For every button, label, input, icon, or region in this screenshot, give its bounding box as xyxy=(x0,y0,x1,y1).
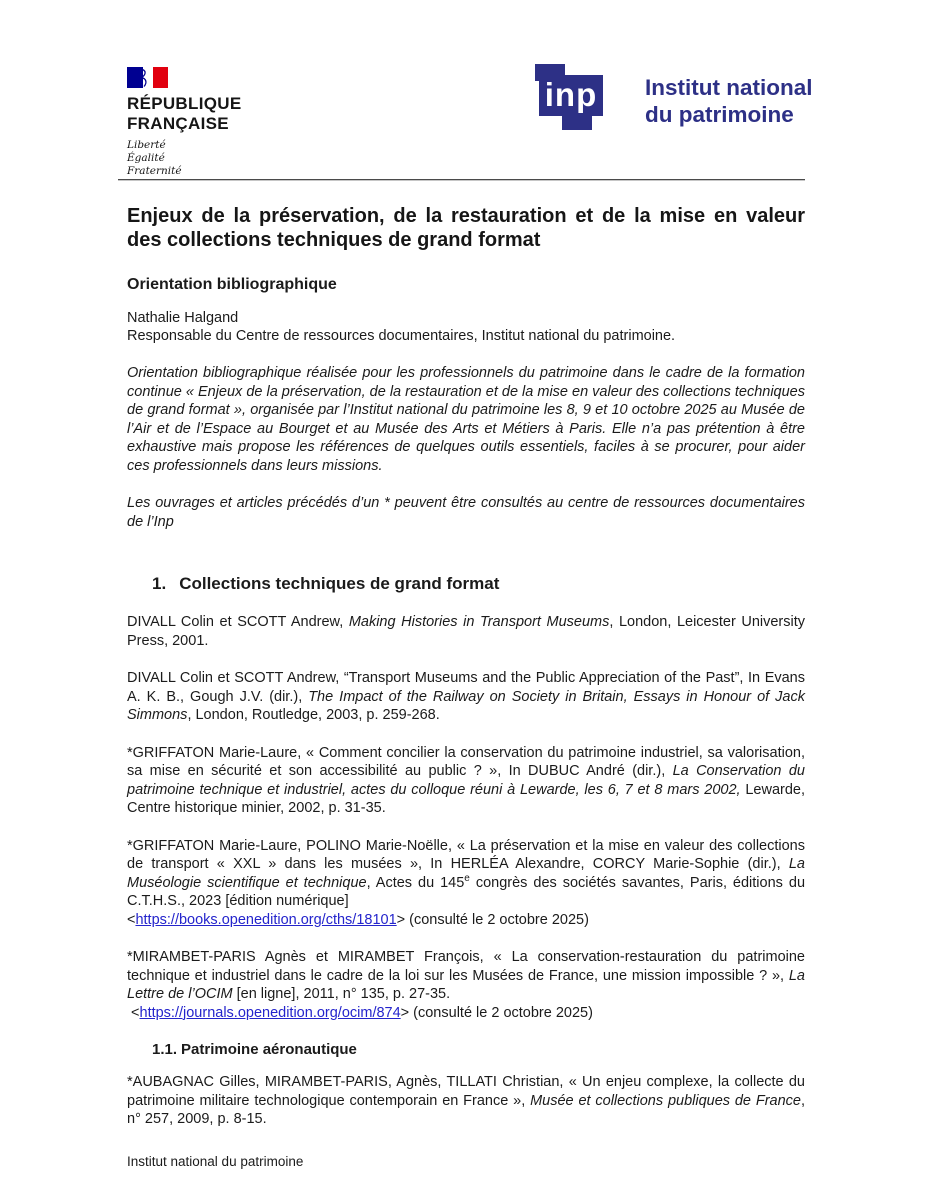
bibliography-entry: DIVALL Colin et SCOTT Andrew, Making Histories in Transport Museums, London, Leicester University Press, 2001. xyxy=(127,614,805,649)
document-subtitle: Orientation bibliographique xyxy=(127,276,337,293)
bibliography-entry: *GRIFFATON Marie-Laure, POLINO Marie-Noëlle, « La préservation et la mise en valeur des collections de transport « XXL » dans les musées », In HERLÉA Alexandre, CORCY Marie-Sophie (dir.), La Muséologie scientifique et technique, Actes du 145e congrès des sociétés savantes, Paris, éditions du C.T.H.S., 2023 [édition numérique] <https://books.openedition.org/cths/18101> (consulté le 2 octobre 2025) xyxy=(127,837,806,928)
republique-francaise-logo xyxy=(127,66,241,178)
bibliography-link[interactable]: https://journals.openedition.org/ocim/874 xyxy=(139,1004,401,1021)
header-divider xyxy=(118,179,805,181)
motto xyxy=(127,139,241,178)
note-paragraph: Les ouvrages et articles précédés d’un * peuvent être consultés au centre de ressources documentaires de l’Inp xyxy=(127,495,805,530)
bibliography-link[interactable]: https://books.openedition.org/cths/18101 xyxy=(135,911,397,928)
inp-logo-text: inp xyxy=(544,75,598,113)
republique-line2: FRANÇAISE xyxy=(127,114,229,133)
section-1-title: Collections techniques de grand format xyxy=(179,574,500,593)
author-name: Nathalie Halgand xyxy=(127,310,239,326)
page-footer: Institut national du patrimoine xyxy=(127,1154,304,1169)
motto-egalite: Égalité xyxy=(127,152,165,164)
republique-line1: RÉPUBLIQUE xyxy=(127,94,242,113)
republique-name xyxy=(127,94,241,134)
author-role: Responsable du Centre de ressources documentaires, Institut national du patrimoine. xyxy=(127,328,676,344)
inp-name-line1: Institut national xyxy=(645,75,813,100)
subsection-1-1-title: Patrimoine aéronautique xyxy=(181,1041,357,1058)
inp-institution-name xyxy=(645,74,813,128)
section-1-number: 1. xyxy=(152,574,167,593)
subsection-1-1-number: 1.1. xyxy=(152,1041,178,1058)
document-body xyxy=(127,204,805,1148)
bibliography-entry: DIVALL Colin et SCOTT Andrew, “Transport Museums and the Public Appreciation of the Past”, In Evans A. K. B., Gough J.V. (dir.), The Impact of the Railway on Society in Britain, Essays in Honour of Jack Simmons, London, Routledge, 2003, p. 259-268. xyxy=(127,670,805,723)
subsection-1-1-heading xyxy=(152,1041,805,1058)
bibliography-entry: *GRIFFATON Marie-Laure, « Comment concilier la conservation du patrimoine industriel, sa valorisation, sa mise en sécurité et son accessibilité au public ? », In DUBUC André (dir.), La Conservation du patrimoine technique et industriel, actes du colloque réuni à Lewarde, les 6, 7 et 8 mars 2002, Lewarde, Centre historique minier, 2002, p. 31-35. xyxy=(127,744,805,816)
bibliography-entry: *MIRAMBET-PARIS Agnès et MIRAMBET François, « La conservation-restauration du patrimoine technique et industriel dans le cadre de la loi sur les Musées de France, une mission impossible ? », La Lettre de l’OCIM [en ligne], 2011, n° 135, p. 27-35. <https://journals.openedition.org/ocim/874> (consulté le 2 octobre 2025) xyxy=(127,949,805,1021)
intro-paragraph: Orientation bibliographique réalisée pour les professionnels du patrimoine dans le cadre de la formation continue « Enjeux de la préservation, de la restauration et de la mise en valeur des collections techniques de grand format », organisée par l’Institut national du patrimoine les 8, 9 et 10 octobre 2025 au Musée de l’Air et de l’Espace au Bourget et au Musée des Arts et Métiers à Paris. Elle n’a pas prétention à être exhaustive mais propose les références de quelques outils essentiels, faciles à se procurer, pour aider ces professionnels dans leurs missions. xyxy=(127,365,805,474)
motto-liberte: Liberté xyxy=(127,139,166,151)
document-title: Enjeux de la préservation, de la restauration et de la mise en valeur des collections techniques de grand format xyxy=(127,205,805,251)
author-block xyxy=(127,309,805,345)
french-flag-icon xyxy=(127,66,168,90)
section-1-heading xyxy=(152,574,805,594)
inp-name-line2: du patrimoine xyxy=(645,102,794,127)
motto-fraternite: Fraternité xyxy=(127,165,182,177)
bibliography-entry: *AUBAGNAC Gilles, MIRAMBET-PARIS, Agnès, TILLATI Christian, « Un enjeu complexe, la collecte du patrimoine militaire technologique contemporain en France », Musée et collections publiques de France, n° 257, 2009, p. 8-15. xyxy=(127,1074,806,1127)
inp-logo-icon xyxy=(535,62,605,132)
